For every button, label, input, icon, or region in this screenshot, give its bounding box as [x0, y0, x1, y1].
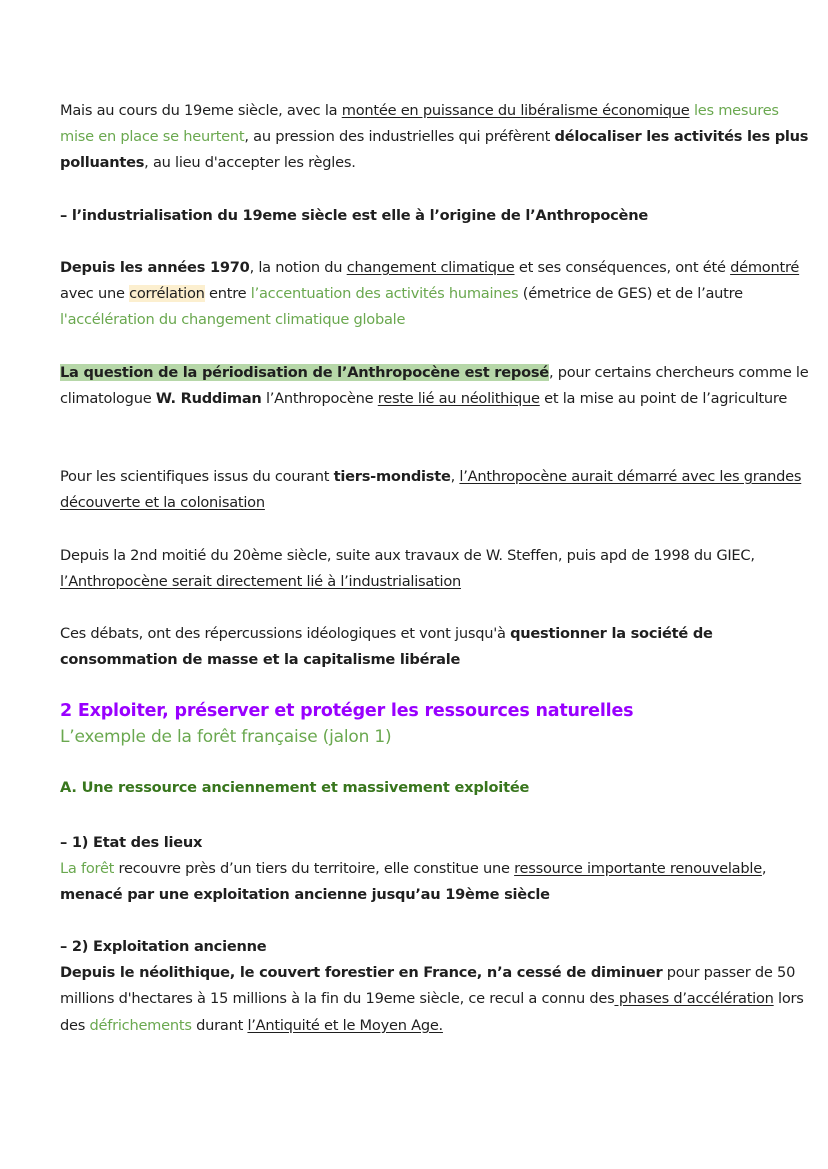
paragraph-liberalism	[60, 98, 812, 177]
underlined-text: montée en puissance du libéralisme économique	[341, 102, 690, 119]
text: (émetrice de GES) et de l’autre	[518, 285, 743, 303]
text: entre	[204, 285, 251, 303]
bold-text: questionner la société de consommation de masse et la capitalisme libérale	[60, 625, 713, 669]
paragraph-steffen	[60, 543, 812, 595]
text: , au lieu d'accepter les règles.	[144, 154, 356, 172]
bold-text: tiers-mondiste	[333, 468, 451, 485]
green-text: l’accentuation des activités humaines	[250, 285, 519, 303]
part-a-heading: A. Une ressource anciennement et massivement exploitée	[60, 779, 530, 796]
underlined-text: changement climatique	[346, 259, 515, 276]
bold-text: Depuis les années 1970	[60, 259, 250, 276]
paragraph-climate-change	[60, 255, 812, 334]
section-subtitle: L’exemple de la forêt française (jalon 1)	[60, 727, 392, 747]
question-heading	[60, 203, 812, 229]
paragraph-tiers-mondiste	[60, 464, 812, 516]
text: , au pression des industrielles qui préfèrent	[244, 128, 555, 146]
underlined-text: phases d’accélération	[614, 990, 774, 1008]
green-text: La forêt	[60, 860, 115, 878]
text: ,	[761, 860, 767, 878]
text: avec une	[60, 285, 130, 303]
highlighted-bold-text: La question de la périodisation de l’Anthropocène est reposé	[60, 364, 549, 381]
bold-text: Depuis le néolithique, le couvert forestier en France, n’a cessé de diminuer	[60, 964, 663, 982]
bold-text: W. Ruddiman	[155, 390, 262, 408]
paragraph-periodisation	[60, 360, 812, 412]
green-text: les mesures mise en place se heurtent	[60, 102, 779, 146]
text: , la notion du	[249, 259, 347, 276]
text: ,	[450, 468, 460, 485]
paragraph-exploitation-ancienne	[60, 934, 812, 1039]
text: lors des	[60, 990, 804, 1034]
underlined-text: l’Anthropocène serait directement lié à l’industrialisation	[60, 573, 462, 591]
green-text: défrichements	[89, 1016, 192, 1034]
bold-text: – l’industrialisation du 19eme siècle est elle à l’origine de l’Anthropocène	[60, 207, 648, 224]
paragraph-etat-des-lieux	[60, 830, 812, 909]
underlined-text: l’Anthropocène aurait démarré avec les grandes découverte et la colonisation	[60, 468, 802, 512]
text: l’Anthropocène	[261, 390, 378, 408]
subheading: – 2) Exploitation ancienne	[60, 938, 267, 955]
green-text: l'accélération du changement climatique globale	[60, 311, 406, 329]
underlined-text: ressource importante renouvelable	[514, 860, 762, 878]
paragraph-debates	[60, 621, 812, 673]
underlined-text: l’Antiquité et le Moyen Age.	[247, 1016, 443, 1034]
text: et la mise au point de l’agriculture	[539, 390, 788, 408]
text: durant	[191, 1016, 248, 1034]
underlined-text: démontré	[730, 259, 800, 276]
subheading: – 1) Etat des lieux	[60, 834, 203, 851]
highlighted-text: corrélation	[129, 285, 205, 303]
bold-text: délocaliser les activités les plus polluantes	[60, 128, 809, 172]
text: Pour les scientifiques issus du courant	[60, 468, 334, 485]
text: recouvre près d’un tiers du territoire, elle constitue une	[114, 860, 515, 878]
text: Ces débats, ont des répercussions idéologiques et vont jusqu'à	[60, 625, 511, 642]
text: Depuis la 2nd moitié du 20ème siècle, suite aux travaux de W. Steffen, puis apd de 1998 du GIEC,	[60, 547, 755, 564]
text: pour passer de 50 millions d'hectares à 15 millions à la fin du 19eme siècle, ce recul a connu des	[60, 964, 796, 1008]
text: Mais au cours du 19eme siècle, avec la	[60, 102, 342, 119]
underlined-text: reste lié au néolithique	[377, 390, 540, 408]
text: , pour certains chercheurs comme le climatologue	[60, 364, 809, 408]
bold-text: menacé par une exploitation ancienne jusqu’au 19ème siècle	[60, 886, 550, 904]
section-title: 2 Exploiter, préserver et protéger les ressources naturelles	[60, 701, 634, 721]
text: et ses conséquences, ont été	[514, 259, 731, 276]
